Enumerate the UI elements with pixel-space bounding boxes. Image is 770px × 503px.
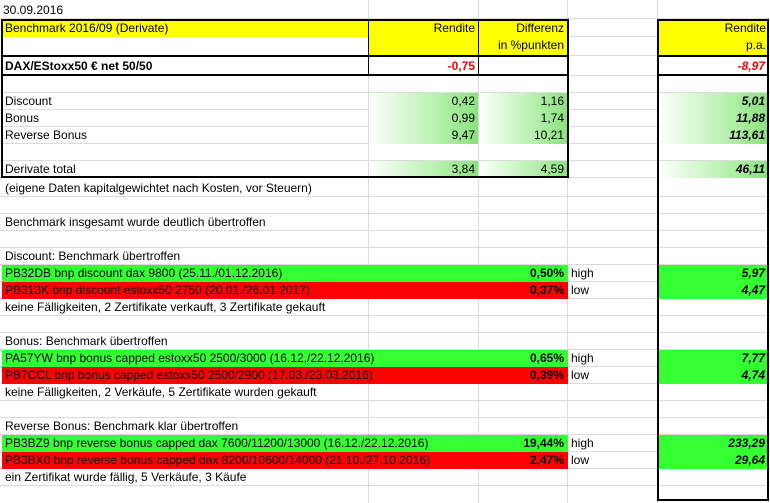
bonus-low-value: 0,39% — [529, 368, 564, 382]
header-rendite: Rendite — [369, 20, 478, 37]
discount-title: Discount: Benchmark übertroffen — [5, 249, 181, 263]
category-diff-discount: 1,16 — [479, 93, 567, 110]
benchmark-label: DAX/EStoxx50 € net 50/50 — [5, 59, 153, 73]
discount-note: keine Fälligkeiten, 2 Zertifikate verkauft, 3 Zertifikate gekauft — [5, 300, 326, 314]
summary-text: Benchmark insgesamt wurde deutlich übertroffen — [5, 215, 266, 229]
category-diff-reverse-bonus: 10,21 — [479, 127, 567, 144]
discount-low-pa: 4,47 — [658, 282, 768, 299]
border-line — [1, 19, 3, 178]
benchmark-pa: -8,97 — [737, 59, 765, 73]
discount-low-tag: low — [571, 283, 590, 297]
category-diff-bonus: 1,74 — [479, 110, 567, 127]
total-diff: 4,59 — [479, 161, 567, 178]
border-line — [657, 19, 769, 21]
bonus-low-tag: low — [571, 368, 590, 382]
category-pa-discount: 5,01 — [658, 93, 768, 110]
reverse-note: ein Zertifikat wurde fällig, 5 Verkäufe, 3 Käufe — [5, 470, 247, 484]
header-rendite-blank — [369, 37, 478, 56]
header-differenz-unit: in %punkten — [479, 37, 567, 56]
border-line — [478, 56, 479, 76]
reverse-low-pa: 29,64 — [658, 452, 768, 469]
category-rendite-reverse-bonus: 9,47 — [369, 127, 478, 144]
border-line — [657, 55, 769, 57]
category-label-bonus: Bonus — [5, 111, 40, 125]
header-pa: p.a. — [658, 37, 769, 56]
discount-low-name: PB313K bnp discount estoxx50 2750 (20.01./26.01.2017) — [5, 283, 310, 297]
bonus-title: Bonus: Benchmark übertroffen — [5, 334, 168, 348]
reverse-low-value: 2,47% — [529, 453, 564, 467]
reverse-low-tag: low — [571, 453, 590, 467]
border-line — [657, 19, 659, 501]
benchmark-rendite: -0,75 — [447, 59, 475, 73]
total-pa: 46,11 — [658, 161, 768, 178]
border-line — [368, 19, 369, 57]
reverse-high-value: 19,44% — [523, 436, 564, 450]
report-date: 30.09.2016 — [3, 3, 64, 17]
reverse-high-tag: high — [571, 436, 594, 450]
reverse-low-name: PB3BX0 bnp reverse bonus capped dax 8200/10600/14000 (21.10./27.10.2016) — [5, 453, 430, 467]
border-line — [478, 19, 479, 57]
category-label-discount: Discount — [5, 94, 52, 108]
border-line — [1, 19, 568, 21]
method-note: (eigene Daten kapitalgewichtet nach Kosten, vor Steuern) — [5, 181, 312, 195]
bonus-high-value: 0,65% — [529, 351, 564, 365]
bonus-low-name: PB7CCL bnp bonus capped estoxx50 2500/2900 (17.03./23.03.2016) — [5, 368, 373, 382]
category-rendite-bonus: 0,99 — [369, 110, 478, 127]
border-line — [657, 74, 769, 76]
category-rendite-discount: 0,42 — [369, 93, 478, 110]
header-title: Benchmark 2016/09 (Derivate) — [5, 21, 169, 35]
bonus-low-pa: 4,74 — [658, 367, 768, 384]
discount-low-value: 0,37% — [529, 283, 564, 297]
category-pa-bonus: 11,88 — [658, 110, 768, 127]
border-line — [368, 56, 369, 76]
bonus-high-tag: high — [571, 351, 594, 365]
border-line — [1, 74, 568, 76]
discount-high-tag: high — [571, 266, 594, 280]
discount-high-value: 0,50% — [529, 266, 564, 280]
discount-high-name: PB32DB bnp discount dax 9800 (25.11./01.12.2016) — [5, 266, 283, 280]
border-line — [767, 19, 769, 501]
total-rendite: 3,84 — [369, 161, 478, 178]
reverse-high-name: PB3BZ9 bnp reverse bonus capped dax 7600/11200/13000 (16.12./22.12.2016) — [5, 436, 429, 450]
bonus-high-name: PA57YW bnp bonus capped estoxx50 2500/3000 (16.12./22.12.2016) — [5, 351, 375, 365]
reverse-high-pa: 233,29 — [658, 435, 768, 452]
header-rendite-pa: Rendite — [658, 20, 769, 37]
border-line — [567, 19, 569, 178]
bonus-high-pa: 7,77 — [658, 350, 768, 367]
border-line — [657, 499, 769, 501]
header-differenz: Differenz — [479, 20, 567, 37]
reverse-title: Reverse Bonus: Benchmark klar übertroffen — [5, 419, 239, 433]
total-label: Derivate total — [5, 162, 76, 176]
border-line — [1, 55, 568, 57]
border-line — [1, 176, 568, 178]
bonus-note: keine Fälligkeiten, 2 Verkäufe, 5 Zertifikate wurden gekauft — [5, 385, 317, 399]
discount-high-pa: 5,97 — [658, 265, 768, 282]
category-label-reverse-bonus: Reverse Bonus — [5, 128, 88, 142]
category-pa-reverse-bonus: 113,61 — [658, 127, 768, 144]
